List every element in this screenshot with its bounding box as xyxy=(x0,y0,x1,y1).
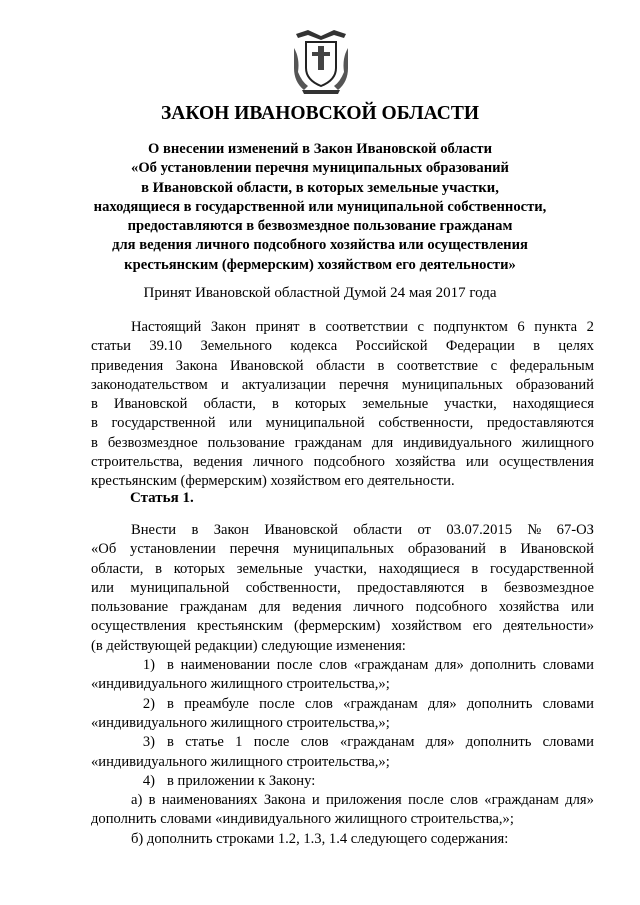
word: Ивановской xyxy=(113,396,188,413)
word: 6 xyxy=(517,319,525,335)
word: словами xyxy=(542,657,594,674)
justified-line xyxy=(91,337,594,356)
word: статьи xyxy=(91,338,131,355)
paragraph-last-line: (в действующей редакции) следующие изменения: xyxy=(91,637,406,654)
word: в xyxy=(91,434,98,451)
article-1-body xyxy=(91,521,594,849)
justified-line xyxy=(131,791,594,810)
word: в xyxy=(91,396,98,413)
word: образований xyxy=(515,376,594,393)
item-number: 1) xyxy=(142,657,155,674)
word: наименованиях xyxy=(161,792,258,809)
item-continuation: «индивидуального жилищного строительства,»; xyxy=(91,676,390,693)
word: в xyxy=(533,338,541,355)
word: после xyxy=(253,734,290,751)
word: для» xyxy=(427,695,457,712)
word: в xyxy=(271,396,279,413)
subitem-continuation: дополнить словами «индивидуального жилищного строительства,»; xyxy=(91,811,514,828)
word: в xyxy=(167,734,174,751)
amendment-item-2 xyxy=(91,695,594,714)
word: подсобного xyxy=(313,454,385,471)
word: хозяйства xyxy=(395,454,456,471)
word: 1 xyxy=(235,734,243,751)
word: муниципальной xyxy=(130,579,230,596)
word: предоставляются xyxy=(357,579,465,596)
word: перечня xyxy=(229,541,280,558)
word: Закона xyxy=(175,357,218,374)
word: Земельного xyxy=(200,338,272,355)
word: участки, xyxy=(444,396,497,413)
word: гражданам xyxy=(294,434,362,451)
word: пользование xyxy=(207,434,285,451)
coat-of-arms-icon xyxy=(292,28,350,94)
word: после xyxy=(408,792,444,809)
word: которых xyxy=(294,396,347,413)
word: слов xyxy=(450,792,479,809)
word: в xyxy=(309,319,316,335)
word: Внести xyxy=(131,522,177,538)
word: принят xyxy=(255,319,300,335)
word: «гражданам xyxy=(353,657,429,674)
word: Российской xyxy=(355,338,428,355)
word: словами xyxy=(542,695,594,712)
word: федеральным xyxy=(509,357,594,374)
word: перечня xyxy=(339,376,389,393)
word: гражданам xyxy=(179,599,248,616)
word: после xyxy=(276,657,313,674)
item-number: 3) xyxy=(142,734,155,751)
word: в xyxy=(91,415,98,432)
word: земельные xyxy=(362,396,429,413)
amendment-item-4 xyxy=(91,772,594,791)
justified-line xyxy=(167,695,594,714)
item-continuation: «индивидуального жилищного строительства,»; xyxy=(91,753,390,770)
word: словами xyxy=(542,734,594,751)
word: муниципальных xyxy=(292,541,395,558)
word: области, xyxy=(203,396,256,413)
word: преамбуле xyxy=(184,695,249,712)
word: в xyxy=(191,522,199,538)
word: «гражданам xyxy=(484,792,559,809)
item-continuation: «индивидуального жилищного строительства,»; xyxy=(91,714,390,731)
word: области xyxy=(353,522,403,538)
word: находящиеся xyxy=(512,396,594,413)
word: приложения xyxy=(325,792,402,809)
word: безвозмездное xyxy=(107,434,198,451)
word: после xyxy=(259,695,295,712)
word: законодательством xyxy=(91,376,208,393)
word: статье xyxy=(185,734,224,751)
adoption-date: Принят Ивановской областной Думой 24 мая 2017 года xyxy=(143,285,497,301)
word: в xyxy=(167,657,174,674)
word: в xyxy=(148,792,156,809)
word: области, xyxy=(91,560,144,577)
word: Ивановской xyxy=(264,522,338,538)
word: области xyxy=(316,357,365,374)
word: Закона xyxy=(263,792,306,809)
word: в xyxy=(377,357,385,374)
word: хозяйства xyxy=(498,599,560,616)
word: или xyxy=(229,415,253,432)
word: 67-ОЗ xyxy=(556,522,594,538)
word: подсобного xyxy=(415,599,488,616)
heading-line: предоставляются в безвозмездное пользование гражданам xyxy=(127,218,513,235)
word: которых xyxy=(173,560,226,577)
word: собственности, xyxy=(245,579,341,596)
word: Закон xyxy=(210,319,247,335)
word: для» xyxy=(435,657,464,674)
word: находящиеся xyxy=(378,560,460,577)
paragraph-last-line: крестьянским (фермерским) хозяйством его деятельности. xyxy=(91,473,455,490)
word: соответствие xyxy=(396,357,479,374)
subitem-b: б) дополнить строками 1.2, 1.3, 1.4 следующего содержания: xyxy=(131,830,509,847)
word: образований xyxy=(407,541,486,558)
word: от xyxy=(417,522,431,538)
word: кодекса xyxy=(290,338,338,355)
word: и xyxy=(311,792,320,809)
justified-line xyxy=(91,414,594,433)
word: ведения xyxy=(292,599,342,616)
heading-line: «Об установлении перечня муниципальных образований xyxy=(131,160,509,177)
word: или xyxy=(91,579,114,596)
word: соответствии xyxy=(325,319,408,335)
item-number: 4) xyxy=(142,772,155,789)
justified-line xyxy=(91,376,594,395)
word: безвозмездное xyxy=(504,579,594,596)
word: наименовании xyxy=(180,657,271,674)
word: слов xyxy=(305,695,333,712)
word: «гражданам xyxy=(343,695,418,712)
heading-line: находящиеся в государственной или муниципальной собственности, xyxy=(93,198,547,215)
amendment-item-1 xyxy=(91,656,594,675)
word: с xyxy=(490,357,498,374)
word: для» xyxy=(425,734,455,751)
word: и xyxy=(220,376,229,393)
article-title: Статья 1. xyxy=(130,490,194,506)
word: с xyxy=(417,319,424,335)
justified-line xyxy=(91,579,594,598)
heading-line: О внесении изменений в Закон Ивановской области xyxy=(147,141,493,157)
justified-line xyxy=(167,733,594,752)
word: жилищного xyxy=(521,434,594,451)
heading-line: для ведения личного подсобного хозяйства или осуществления xyxy=(112,237,528,254)
word: индивидуального xyxy=(403,434,512,451)
word: в xyxy=(155,560,163,577)
word: государственной xyxy=(111,415,216,432)
word: подпунктом xyxy=(433,319,508,335)
preamble-paragraph xyxy=(91,318,594,492)
word: для xyxy=(259,599,281,616)
word: Ивановской xyxy=(230,357,304,374)
word: № xyxy=(527,522,542,538)
word: слов xyxy=(319,657,348,674)
word: «Об xyxy=(91,541,117,558)
word: 03.07.2015 xyxy=(446,522,512,538)
word: осуществления xyxy=(91,618,186,635)
word: 39.10 xyxy=(149,338,183,355)
word: личного xyxy=(353,599,404,616)
word: для» xyxy=(565,792,594,809)
word: осуществления xyxy=(499,454,594,471)
word: или xyxy=(571,599,594,616)
word: собственности, xyxy=(378,415,474,432)
justified-line xyxy=(91,560,594,579)
word: земельные xyxy=(236,560,303,577)
word: Настоящий xyxy=(131,319,202,335)
word: пункта xyxy=(534,319,578,335)
justified-line xyxy=(91,395,594,414)
law-heading xyxy=(60,140,580,275)
word: или xyxy=(465,454,489,471)
word: личного xyxy=(252,454,304,471)
heading-line: крестьянским (фермерским) хозяйством его деятельности» xyxy=(124,256,516,273)
word: актуализации xyxy=(241,376,326,393)
word: «гражданам xyxy=(339,734,415,751)
word: его xyxy=(472,618,493,635)
word: установлении xyxy=(130,541,216,558)
justified-line xyxy=(91,617,594,636)
word: деятельности» xyxy=(503,618,594,635)
justified-line xyxy=(167,656,594,675)
word: в xyxy=(480,579,488,596)
word: муниципальных xyxy=(401,376,503,393)
word: дополнить xyxy=(470,657,537,674)
justified-line xyxy=(91,598,594,617)
justified-line xyxy=(91,357,594,376)
word: слов xyxy=(300,734,329,751)
word: дополнить xyxy=(466,695,533,712)
word: (фермерским) xyxy=(293,618,381,635)
word: целях xyxy=(558,338,594,355)
word: а) xyxy=(131,792,143,809)
word: для xyxy=(371,434,394,451)
word: Федерации xyxy=(445,338,515,355)
item-number: 2) xyxy=(142,695,155,712)
law-title: ЗАКОН ИВАНОВСКОЙ ОБЛАСТИ xyxy=(160,103,480,124)
item-text: в приложении к Закону: xyxy=(167,772,316,789)
word: приведения xyxy=(91,357,164,374)
justified-line xyxy=(91,453,594,472)
word: крестьянским xyxy=(197,618,283,635)
word: государственной xyxy=(489,560,594,577)
heading-line: в Ивановской области, в которых земельные участки, xyxy=(141,179,499,196)
word: участки, xyxy=(314,560,367,577)
justified-line xyxy=(91,434,594,453)
word: Ивановской xyxy=(520,541,594,558)
word: хозяйством xyxy=(391,618,462,635)
word: ведения xyxy=(193,454,243,471)
word: дополнить xyxy=(465,734,532,751)
word: 2 xyxy=(586,319,594,335)
justified-line xyxy=(131,521,594,540)
word: в xyxy=(471,560,479,577)
word: в xyxy=(167,695,174,712)
word: Закон xyxy=(213,522,249,538)
word: строительства, xyxy=(91,454,183,471)
word: муниципальной xyxy=(265,415,365,432)
justified-line xyxy=(91,540,594,559)
word: предоставляются xyxy=(486,415,594,432)
amendment-item-3 xyxy=(91,733,594,752)
justified-line xyxy=(131,318,594,337)
word: пользование xyxy=(91,599,169,616)
word: в xyxy=(499,541,507,558)
